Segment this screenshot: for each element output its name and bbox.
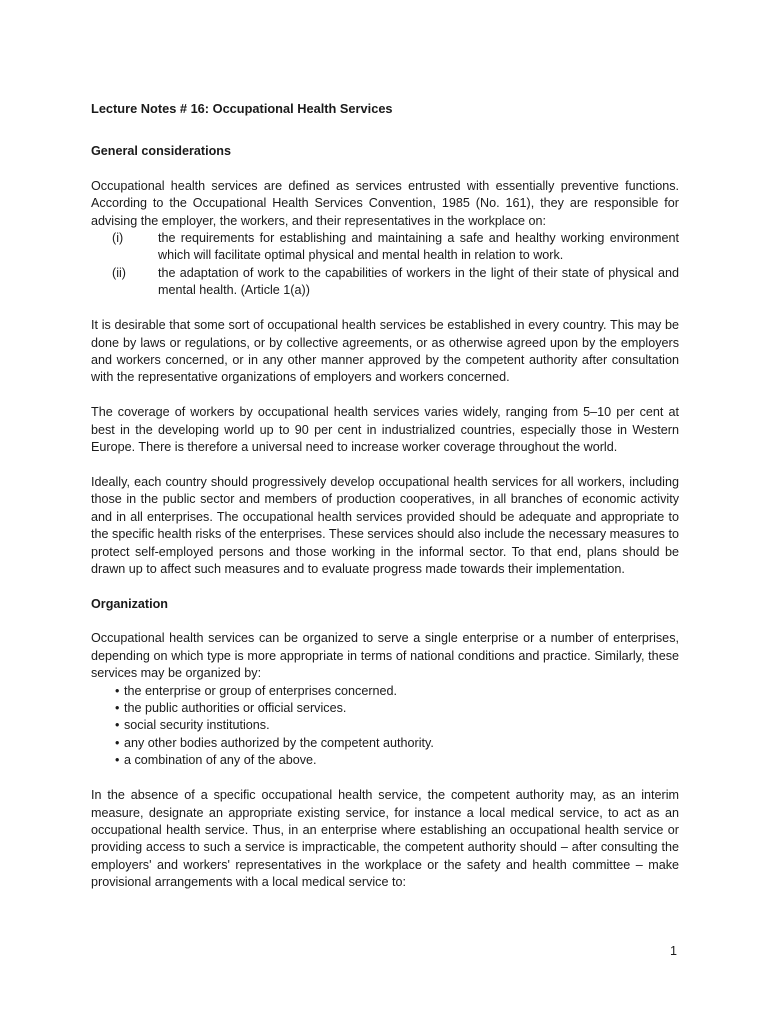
list-item (115, 683, 679, 700)
bullet-icon: • (115, 700, 120, 715)
bullet-icon: • (115, 735, 120, 750)
list-item (91, 230, 679, 265)
list-item (115, 752, 679, 769)
list-marker: (ii) (112, 265, 126, 280)
list-item (91, 265, 679, 300)
list-item (115, 735, 679, 752)
section-heading-general: General considerations (91, 144, 231, 159)
numbered-list (91, 230, 679, 300)
paragraph-coverage: The coverage of workers by occupational health services varies widely, ranging from 5–10 per cent at best in the developing world up to 90 per cent in industrialized countries, especially those in Western Europe. There is therefore a universal need to increase worker coverage throughout the world. (91, 405, 679, 455)
bullet-icon: • (115, 753, 120, 768)
paragraph-establishment: It is desirable that some sort of occupational health services be established in every country. This may be done by laws or regulations, or by collective agreements, or as otherwise agreed upon by the employers and workers concerned, or in any other manner approved by the competent authority after consultation with the representative organizations of employers and workers concerned. (91, 318, 679, 385)
paragraph-development: Ideally, each country should progressively develop occupational health services for all workers, including those in the public sector and members of production cooperatives, in all branches of economic activity and in all enterprises. The occupational health services provided should be adequate and appropriate to the specific health risks of the enterprises. These services should also include the necessary measures to protect self-employed persons and those working in the informal sector. To that end, plans should be drawn up to affect such measures and to evaluate progress made towards their implementation. (91, 475, 679, 577)
list-item-text: the public authorities or official services. (124, 700, 347, 715)
paragraph-interim-measure: In the absence of a specific occupational health service, the competent authority may, as an interim measure, designate an appropriate existing service, for instance a local medical service, to act as an occupational health service. Thus, in an enterprise where establishing an occupational health service or providing access to such a service is impracticable, the competent authority should – after consulting the employers' and workers' representatives in the workplace or the safety and health committee – make provisional arrangements with a local medical service to: (91, 788, 679, 890)
list-item-text: a combination of any of the above. (124, 753, 317, 768)
page-content (91, 100, 679, 909)
list-item (115, 717, 679, 734)
page-number: 1 (670, 944, 678, 958)
list-item-text: the requirements for establishing and maintaining a safe and healthy working environment which will facilitate optimal physical and mental health in relation to work. (158, 231, 679, 263)
list-item-text: social security institutions. (124, 718, 270, 733)
list-item (115, 700, 679, 717)
paragraph-definition: Occupational health services are defined as services entrusted with essentially preventive functions. According to the Occupational Health Services Convention, 1985 (No. 161), they are responsible for advising the employer, the workers, and their representatives in the workplace on: (91, 178, 679, 228)
section-heading-organization: Organization (91, 596, 168, 611)
list-item-text: the adaptation of work to the capabilities of workers in the light of their state of physical and mental health. (Article 1(a)) (158, 265, 679, 298)
list-item-text: the enterprise or group of enterprises concerned. (124, 683, 398, 698)
list-item-text: any other bodies authorized by the competent authority. (124, 735, 434, 750)
list-marker: (i) (112, 231, 124, 246)
bullet-icon: • (115, 683, 120, 698)
bullet-icon: • (115, 718, 120, 733)
document-title: Lecture Notes # 16: Occupational Health Services (91, 101, 393, 116)
bullet-list (91, 683, 679, 770)
paragraph-organization: Occupational health services can be organized to serve a single enterprise or a number of enterprises, depending on which type is more appropriate in terms of national conditions and practice. Similarly, these services may be organized by: (91, 631, 679, 681)
